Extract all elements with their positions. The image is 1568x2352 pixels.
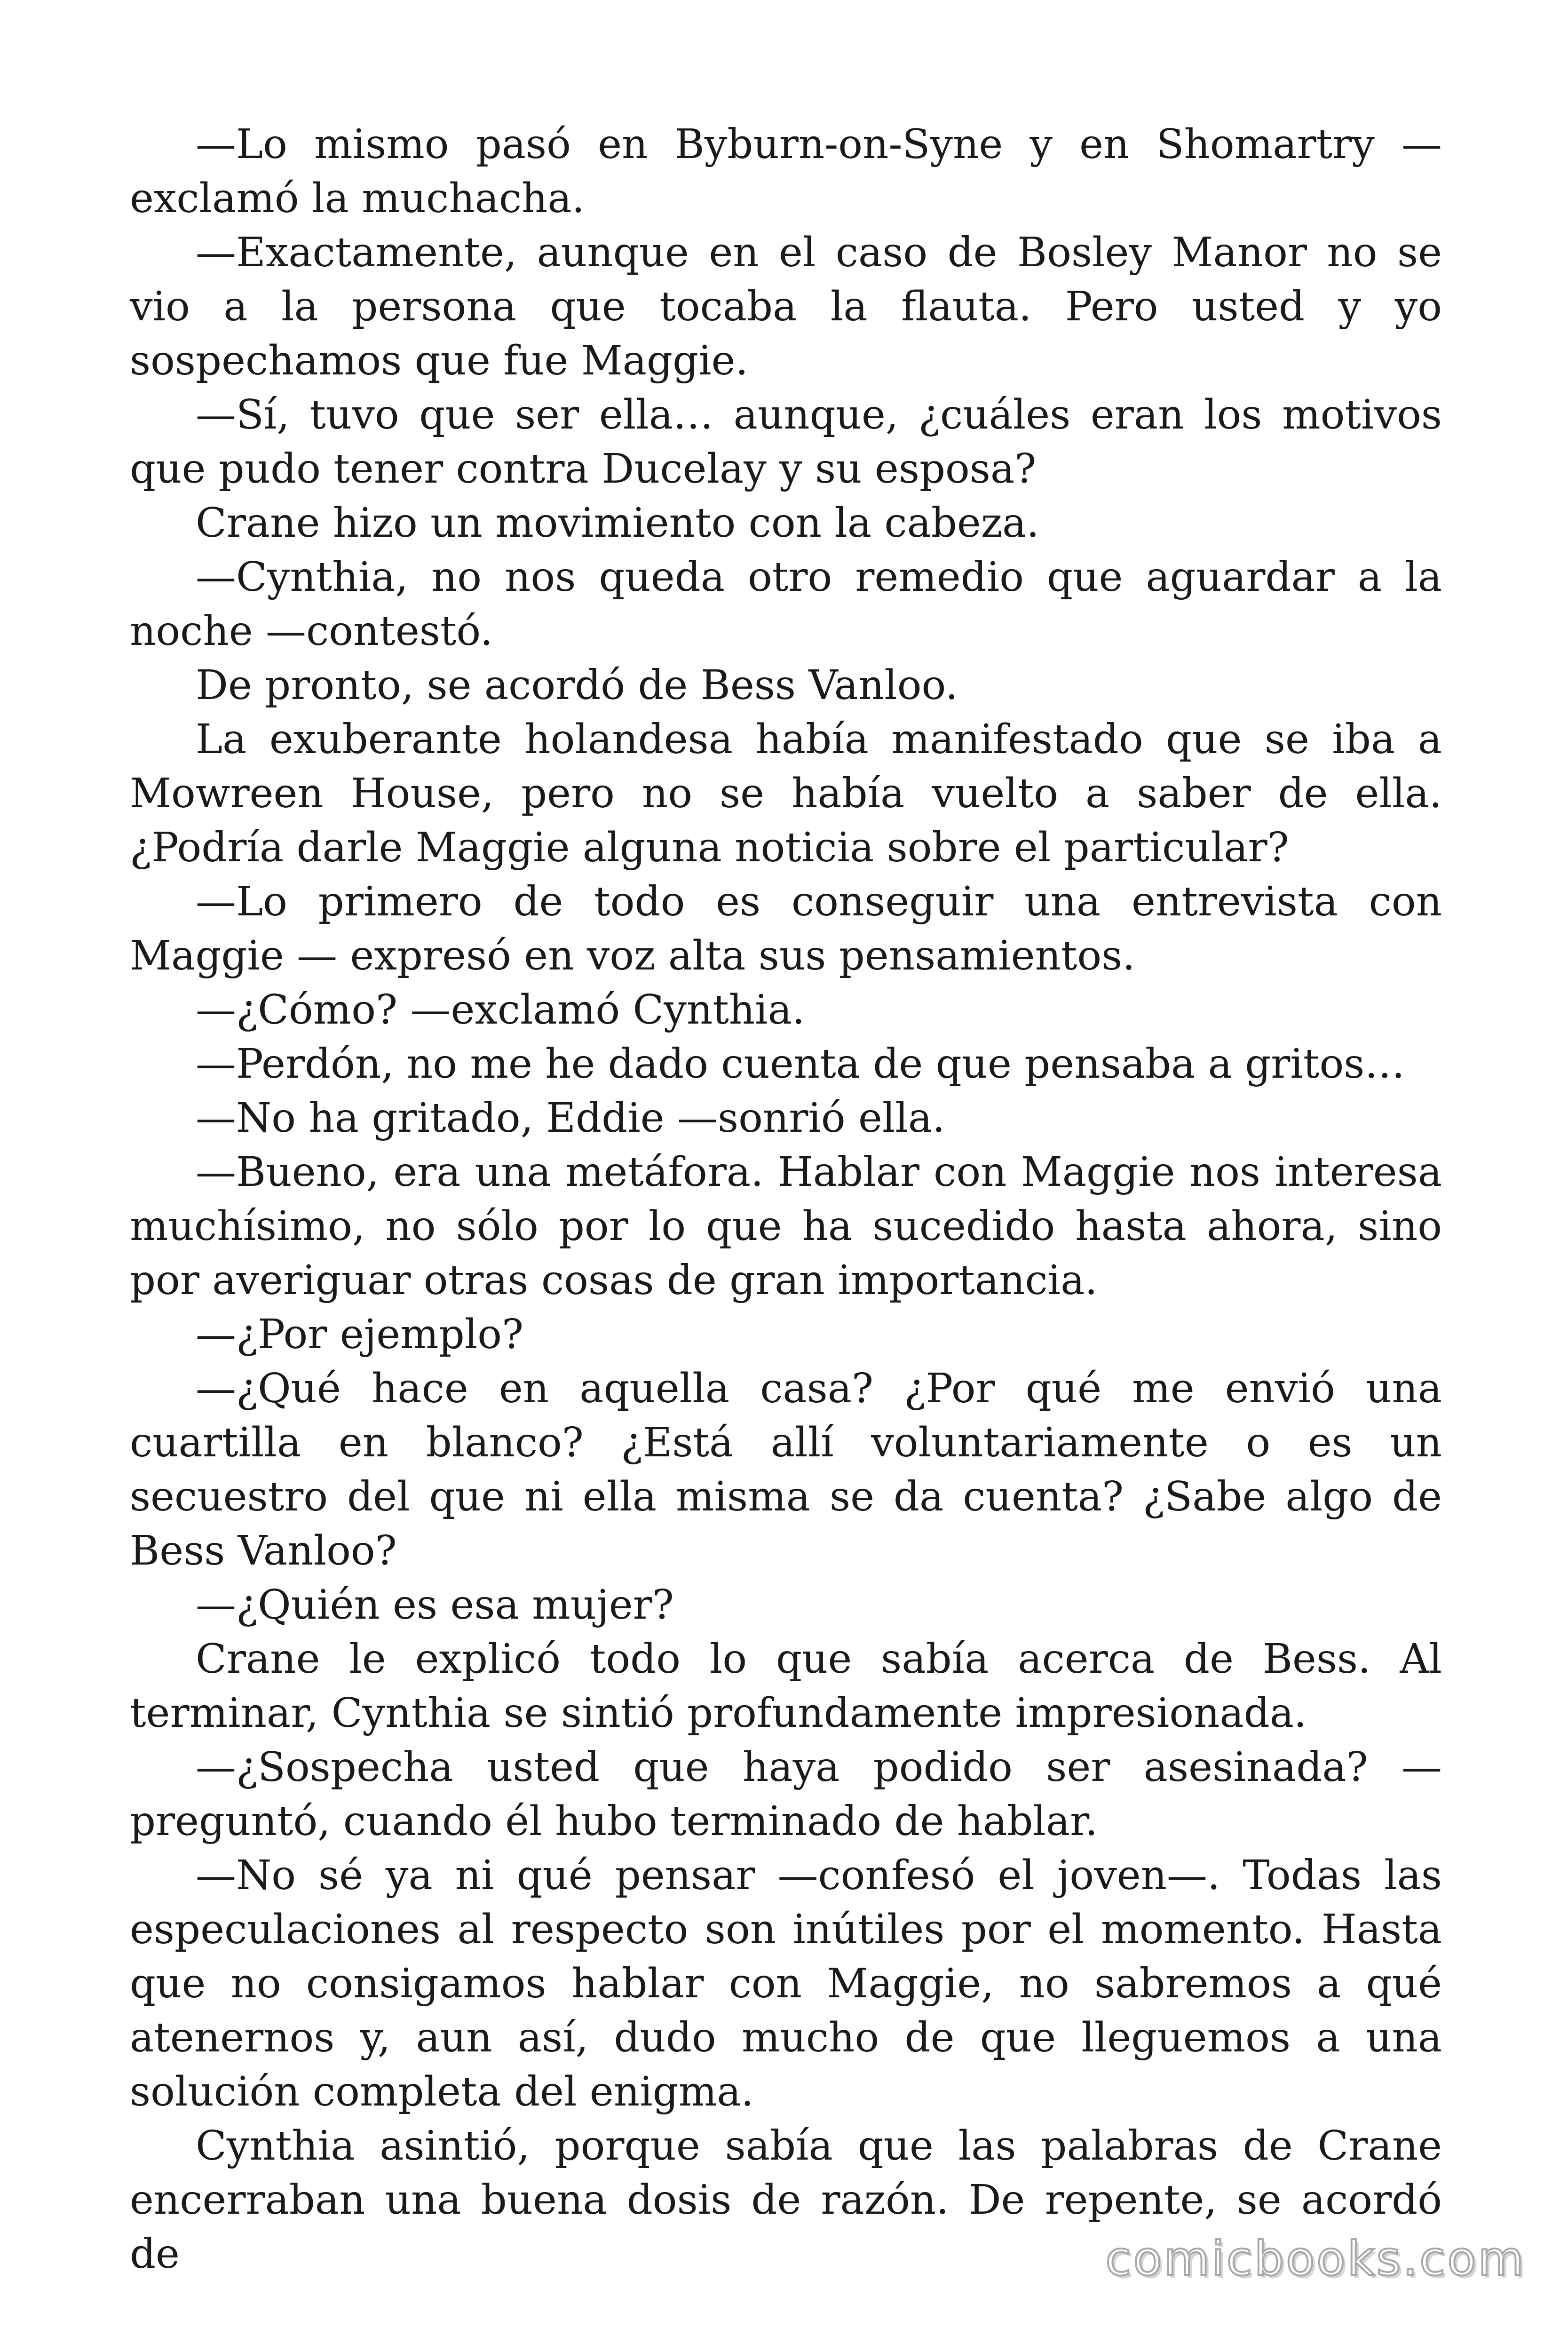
paragraph: —No ha gritado, Eddie —sonrió ella. — [196, 1095, 945, 1142]
paragraph: —No sé ya ni qué pensar —confesó el joven—. Todas las especulaciones al respecto son inútiles por el momento. Hasta que no consigamos hablar con Maggie, no sabremos a qué atenernos y, aun así, dudo mucho de que lleguemos a una solución completa del enigma. — [130, 1852, 1442, 2115]
page-body — [130, 118, 1442, 2281]
paragraph: —Perdón, no me he dado cuenta de que pensaba a gritos… — [196, 1041, 1405, 1088]
paragraph: —Lo primero de todo es conseguir una entrevista con Maggie — expresó en voz alta sus pensamientos. — [130, 878, 1442, 979]
paragraph: De pronto, se acordó de Bess Vanloo. — [196, 662, 958, 709]
paragraph: —Cynthia, no nos queda otro remedio que aguardar a la noche —contestó. — [130, 554, 1442, 655]
paragraph: Crane le explicó todo lo que sabía acerca de Bess. Al terminar, Cynthia se sintió profundamente impresionada. — [130, 1636, 1442, 1737]
paragraph: La exuberante holandesa había manifestado que se iba a Mowreen House, pero no se había vuelto a saber de ella. ¿Podría darle Maggie alguna noticia sobre el particular? — [130, 716, 1442, 871]
paragraph: —Lo mismo pasó en Byburn-on-Syne y en Shomartry —exclamó la muchacha. — [130, 121, 1442, 222]
paragraph: Cynthia asintió, porque sabía que las palabras de Crane encerraban una buena dosis de razón. De repente, se acordó de — [130, 2122, 1442, 2278]
paragraph: —¿Sospecha usted que haya podido ser asesinada? —preguntó, cuando él hubo terminado de hablar. — [130, 1744, 1442, 1845]
paragraph: —¿Quién es esa mujer? — [196, 1581, 674, 1629]
paragraph: —¿Cómo? —exclamó Cynthia. — [196, 986, 805, 1033]
watermark-logo: comicbooks.com — [1105, 2231, 1526, 2286]
paragraph: —¿Por ejemplo? — [196, 1311, 524, 1358]
paragraph: Crane hizo un movimiento con la cabeza. — [196, 500, 1039, 547]
paragraph: —¿Qué hace en aquella casa? ¿Por qué me envió una cuartilla en blanco? ¿Está allí voluntariamente o es un secuestro del que ni ella misma se da cuenta? ¿Sabe algo de Bess Vanloo? — [130, 1365, 1442, 1574]
paragraph: —Bueno, era una metáfora. Hablar con Maggie nos interesa muchísimo, no sólo por lo que ha sucedido hasta ahora, sino por averiguar otras cosas de gran importancia. — [130, 1149, 1442, 1304]
paragraph: —Exactamente, aunque en el caso de Bosley Manor no se vio a la persona que tocaba la flauta. Pero usted y yo sospechamos que fue Maggie. — [130, 229, 1442, 384]
paragraph: —Sí, tuvo que ser ella… aunque, ¿cuáles eran los motivos que pudo tener contra Ducelay y su esposa? — [130, 391, 1442, 493]
